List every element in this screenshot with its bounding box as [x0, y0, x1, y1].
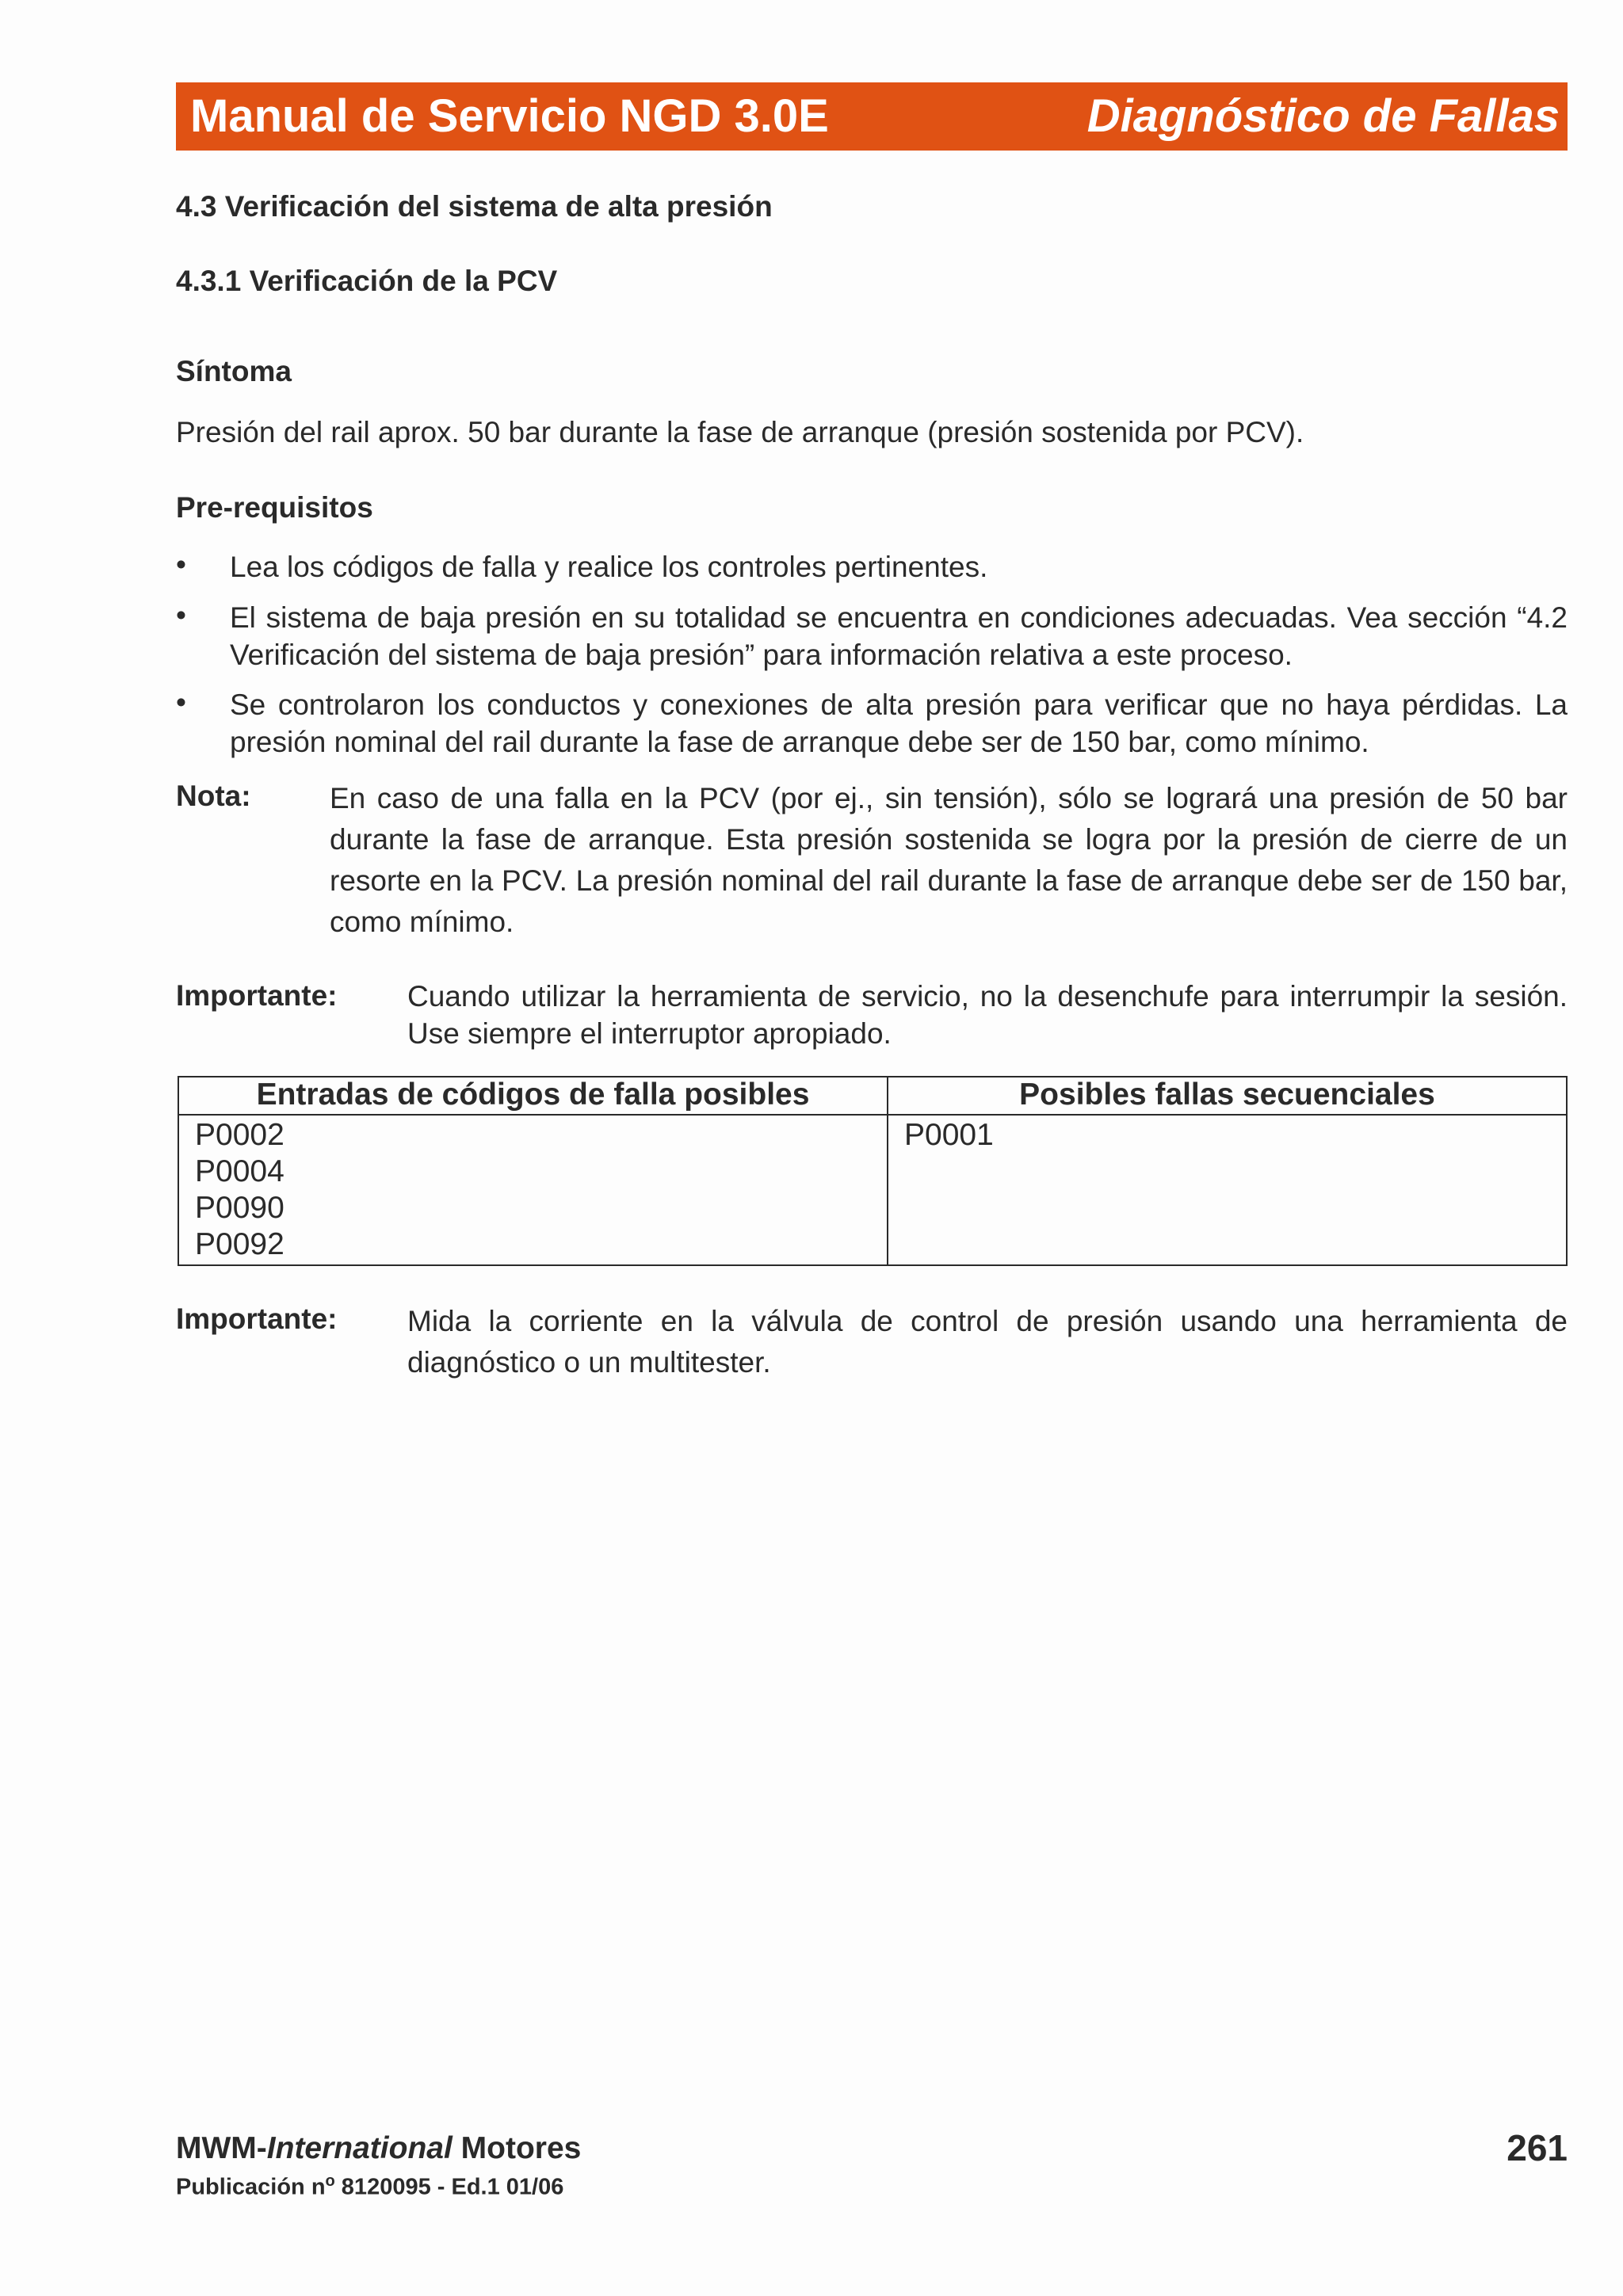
pub-prefix: Publicación n [176, 2174, 326, 2200]
fault-code: P0002 [195, 1118, 285, 1152]
publication-info [176, 2172, 563, 2201]
brand-suffix: Motores [452, 2131, 582, 2165]
header-bar [176, 82, 1568, 151]
pub-suffix: 8120095 - Ed.1 01/06 [334, 2174, 564, 2200]
bullet-marker: • [176, 599, 186, 631]
chapter-title: Diagnóstico de Fallas [1086, 90, 1560, 142]
important-text: Mida la corriente en la válvula de control de presión usando una herramienta de diagnóstico o un multitester. [407, 1305, 1568, 1379]
prereq-item: Se controlaron los conductos y conexiones de alta presión para verificar que no haya pérdidas. La presión nominal del rail durante la fase de arranque debe ser de 150 bar, como mínimo. [230, 688, 1568, 758]
sequential-fault-code: P0001 [904, 1118, 994, 1152]
table-header-cell: Posibles fallas secuenciales [888, 1077, 1567, 1115]
table-row [178, 1115, 1567, 1265]
fault-code: P0090 [195, 1191, 285, 1225]
symptom-text: Presión del rail aprox. 50 bar durante la fase de arranque (presión sostenida por PCV). [176, 416, 1304, 448]
note-label: Nota: [176, 780, 251, 812]
fault-code: P0004 [195, 1154, 285, 1188]
fault-codes-cell [178, 1115, 888, 1265]
note-text: En caso de una falla en la PCV (por ej., sin tensión), sólo se logrará una presión de 50 bar durante la fase de arranque. Esta presión sostenida se logra por la presión de cierre de un resorte en la PCV. La presión nominal del rail durante la fase de arranque debe ser de 150 bar, como mínimo. [330, 782, 1568, 938]
important-text: Cuando utilizar la herramienta de servicio, no la desenchufe para interrumpir la sesión. Use siempre el interruptor apropiado. [407, 980, 1568, 1050]
manual-title: Manual de Servicio NGD 3.0E [190, 90, 829, 142]
bullet-marker: • [176, 686, 186, 719]
bullet-marker: • [176, 548, 186, 581]
table-header-cell: Entradas de códigos de falla posibles [178, 1077, 888, 1115]
prereq-item: Lea los códigos de falla y realice los controles pertinentes. [230, 551, 988, 583]
subsection-heading: 4.3.1 Verificación de la PCV [176, 265, 558, 297]
important-label: Importante: [176, 1302, 338, 1335]
brand-italic: International [266, 2131, 453, 2165]
sequential-faults-cell [888, 1115, 1567, 1265]
fault-code: P0092 [195, 1227, 285, 1261]
important-label: Importante: [176, 979, 338, 1012]
prereq-title: Pre-requisitos [176, 491, 373, 524]
page-number: 261 [1507, 2127, 1568, 2168]
pub-sup: o [325, 2172, 335, 2190]
footer-brand [176, 2131, 581, 2166]
brand-prefix: MWM- [176, 2131, 267, 2165]
section-heading: 4.3 Verificación del sistema de alta presión [176, 190, 773, 223]
table-header-row [178, 1077, 1567, 1115]
prereq-item: El sistema de baja presión en su totalidad se encuentra en condiciones adecuadas. Vea sección “4.2 Verificación del sistema de baja presión” para información relativa a este proceso. [230, 601, 1568, 671]
fault-code-table [178, 1076, 1568, 1266]
symptom-title: Síntoma [176, 355, 292, 387]
